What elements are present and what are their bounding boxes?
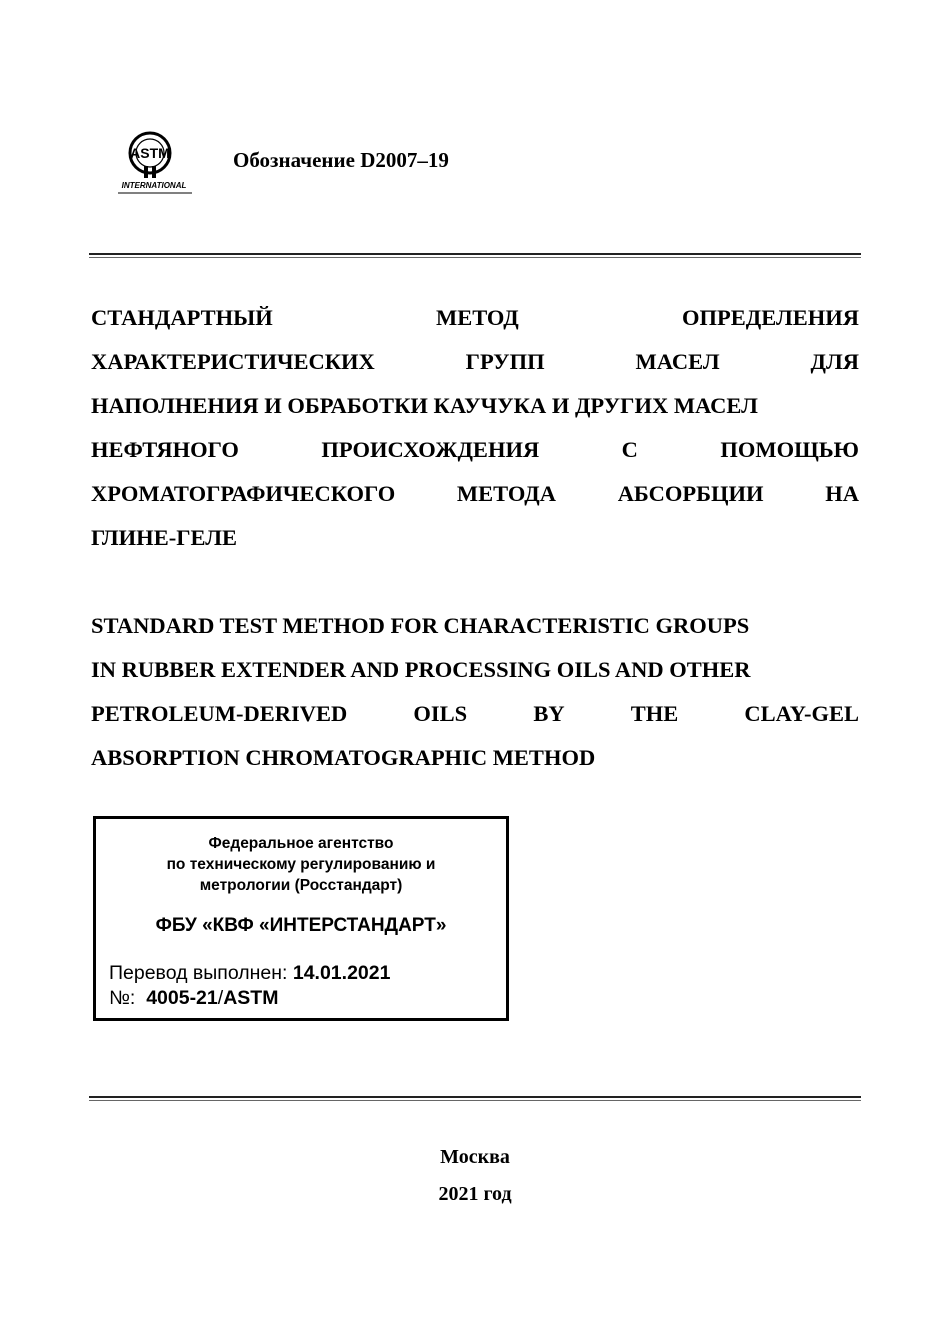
publication-year: 2021 год: [438, 1183, 512, 1205]
stamp-agency: [96, 833, 506, 896]
astm-logo: [112, 128, 196, 198]
title-ru-word: ПОМОЩЬЮ: [720, 437, 859, 462]
title-ru-word: С: [621, 437, 638, 462]
document-designation: Обозначение D2007–19: [233, 148, 449, 172]
title-ru-line: [91, 384, 859, 428]
title-ru-word: ОПРЕДЕЛЕНИЯ: [682, 305, 859, 330]
title-ru-line: [91, 296, 859, 340]
svg-text:INTERNATIONAL: INTERNATIONAL: [121, 181, 187, 190]
title-ru-line: [91, 472, 859, 516]
title-en-line: [91, 736, 859, 780]
stamp-agency-line: Федеральное агентство: [208, 835, 394, 852]
title-en-word: OILS: [413, 701, 468, 726]
title-en-word: THE: [630, 701, 679, 726]
title-ru-word: НА: [825, 481, 859, 506]
title-ru-word: МАСЕЛ: [635, 349, 720, 374]
title-en-text: STANDARD TEST METHOD FOR CHARACTERISTIC GROUPS: [91, 613, 750, 638]
title-ru-text: НАПОЛНЕНИЯ И ОБРАБОТКИ КАУЧУКА И ДРУГИХ МАСЕЛ: [91, 393, 758, 418]
title-ru-word: ХРОМАТОГРАФИЧЕСКОГО: [91, 481, 396, 506]
stamp-translated-label: Перевод выполнен:: [109, 962, 288, 984]
stamp-number-value: 4005-21: [146, 987, 218, 1009]
title-ru-word: АБСОРБЦИИ: [617, 481, 764, 506]
title-en-word: BY: [533, 701, 565, 726]
top-rule: [89, 253, 861, 258]
title-russian: [91, 296, 859, 560]
stamp-number-suffix: /ASTM: [217, 987, 279, 1009]
title-en-text: ABSORPTION CHROMATOGRAPHIC METHOD: [91, 745, 596, 770]
title-ru-word: СТАНДАРТНЫЙ: [91, 305, 273, 330]
title-ru-line: [91, 340, 859, 384]
stamp-agency-line: метрологии (Росстандарт): [199, 877, 403, 894]
title-ru-word: МЕТОД: [435, 305, 519, 330]
title-ru-word: НЕФТЯНОГО: [91, 437, 239, 462]
stamp-translation-date-row: [109, 962, 390, 985]
title-en-word: PETROLEUM-DERIVED: [91, 701, 348, 726]
title-ru-word: ХАРАКТЕРИСТИЧЕСКИХ: [91, 349, 375, 374]
title-en-line: [91, 648, 859, 692]
stamp-organization: ФБУ «КВФ «ИНТЕРСТАНДАРТ»: [155, 915, 447, 936]
title-ru-word: ДЛЯ: [810, 349, 859, 374]
title-ru-word: ПРОИСХОЖДЕНИЯ: [321, 437, 540, 462]
astm-international-icon: [112, 128, 196, 198]
svg-text:ASTM: ASTM: [130, 145, 170, 161]
bottom-rule: [89, 1096, 861, 1101]
title-ru-word: ГРУПП: [465, 349, 545, 374]
title-ru-text: ГЛИНЕ-ГЕЛЕ: [91, 525, 237, 550]
stamp-agency-line: по техническому регулированию и: [166, 856, 436, 873]
title-ru-line: [91, 516, 859, 560]
title-ru-word: МЕТОДА: [456, 481, 556, 506]
title-en-word: CLAY-GEL: [744, 701, 859, 726]
publication-city: Москва: [440, 1146, 510, 1168]
title-english: [91, 604, 859, 780]
title-ru-line: [91, 428, 859, 472]
title-en-line: [91, 604, 859, 648]
title-en-line: [91, 692, 859, 736]
stamp-translated-date: 14.01.2021: [292, 962, 391, 984]
stamp-number-label: №:: [109, 987, 136, 1009]
title-en-text: IN RUBBER EXTENDER AND PROCESSING OILS AND OTHER: [91, 657, 751, 682]
translation-stamp: [93, 816, 509, 1021]
stamp-number-row: [109, 987, 278, 1010]
